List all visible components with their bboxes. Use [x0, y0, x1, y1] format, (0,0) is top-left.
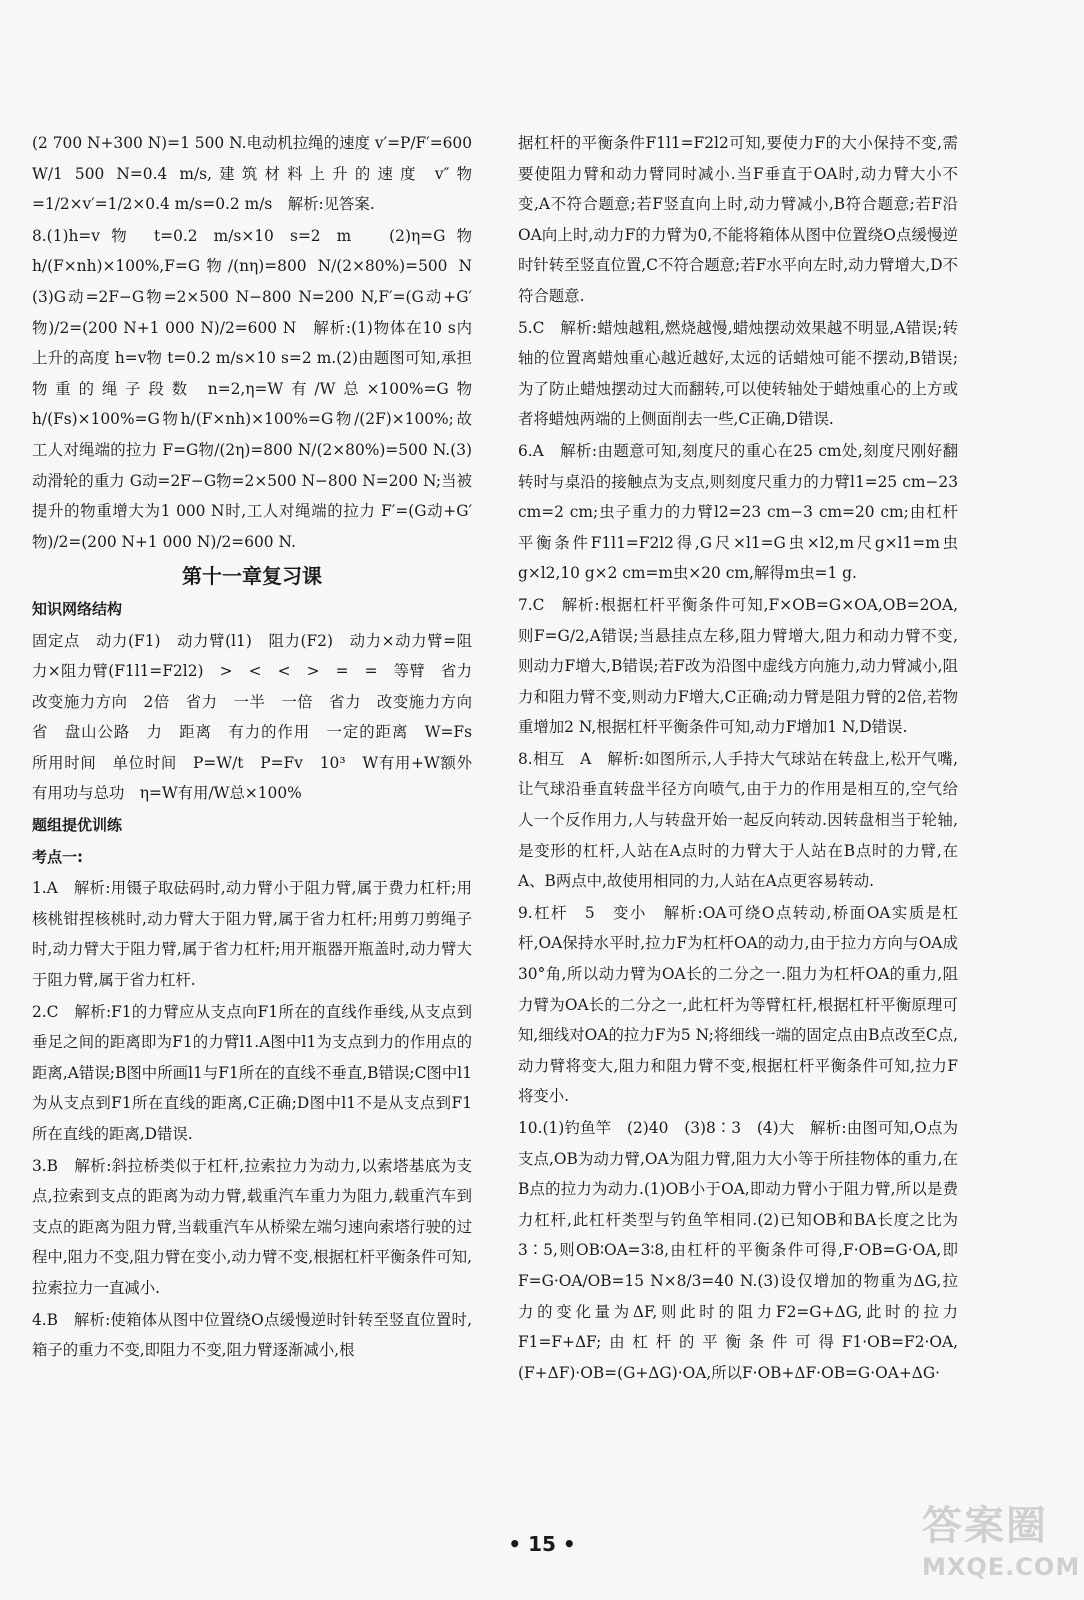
watermark-text: 答案圈 [922, 1503, 1048, 1549]
answer-paragraph: 1.A 解析:用镊子取砝码时,动力臂小于阻力臂,属于费力杠杆;用核桃钳捏核桃时,动力臂大于阻力臂,属于省力杠杆;用剪刀剪绳子时,动力臂大于阻力臂,属于省力杠杆;用开瓶器开瓶盖时,动力臂大于阻力臂,属于省力杠杆. [32, 879, 472, 990]
answer-paragraph: 9.杠杆 5 变小 解析:OA可绕O点转动,桥面OA实质是杠杆,OA保持水平时,拉力F为杠杆OA的动力,由于拉力方向与OA成30°角,所以动力臂为OA长的二分之一.阻力为杠杆OA的重力,阻力臂为OA长的二分之一,此杠杆为等臂杠杆,根据杠杆平衡原理可知,细线对OA的拉力F为5 N;将细线一端的固定点由B点改至C点,动力臂将变大,阻力和阻力臂不变,根据杠杆平衡条件可知,拉力F将变小. [518, 903, 958, 1106]
page-number: • 15 • [508, 1532, 576, 1556]
answer-paragraph: (2 700 N+300 N)=1 500 N.电动机拉绳的速度 v′=P/F′=600 W/1 500 N=0.4 m/s,建筑材料上升的速度 v″物=1/2×v′=1/2×0.4 m/s=0.2 m/s 解析:见答案. [32, 134, 472, 214]
answer-paragraph: 2.C 解析:F1的力臂应从支点向F1所在的直线作垂线,从支点到垂足之间的距离即为F1的力臂l1.A图中l1为支点到力的作用点的距离,A错误;B图中所画l1与F1所在的直线不垂直,B错误;C图中l1为从支点到F1所在直线的距离,C正确;D图中l1不是从支点到F1所在直线的距离,D错误. [32, 1002, 472, 1143]
left-column [32, 128, 488, 1367]
section-heading: 题组提优训练 [32, 816, 123, 835]
answer-paragraph: 4.B 解析:使箱体从图中位置绕O点缓慢逆时针转至竖直位置时,箱子的重力不变,即阻力不变,阻力臂逐渐减小,根 [32, 1310, 472, 1360]
watermark-url: MXQE.COM [922, 1553, 1081, 1581]
answer-paragraph: 7.C 解析:根据杠杆平衡条件可知,F×OB=G×OA,OB=2OA,则F=G/2,A错误;当悬挂点左移,阻力臂增大,阻力和动力臂不变,则动力F增大,B错误;若F改为沿图中虚线方向施力,动力臂减小,阻力和阻力臂不变,则动力F增大,C正确;动力臂是阻力臂的2倍,若物重增加2 N,根据杠杆平衡条件可知,动力F增加1 N,D错误. [518, 595, 958, 737]
answer-paragraph: 6.A 解析:由题意可知,刻度尺的重心在25 cm处,刻度尺刚好翻转时与桌沿的接触点为支点,则刻度尺重力的力臂l1=25 cm−23 cm=2 cm;虫子重力的力臂l2=23 cm−3 cm=20 cm;由杠杆平衡条件F1l1=F2l2得,G尺×l1=G虫×l2,m尺g×l1=m虫g×l2,10 g×2 cm=m虫×20 cm,解得m虫=1 g. [518, 441, 958, 583]
answer-paragraph: 5.C 解析:蜡烛越粗,燃烧越慢,蜡烛摆动效果越不明显,A错误;转轴的位置离蜡烛重心越近越好,太远的话蜡烛可能不摆动,B错误;为了防止蜡烛摆动过大而翻转,可以使转轴处于蜡烛重心的上方或者将蜡烛两端的上侧面削去一些,C正确,D错误. [518, 318, 958, 429]
section-heading: 考点一: [32, 847, 83, 866]
watermark-logo [922, 1502, 1081, 1594]
chapter-title: 第十一章复习课 [182, 564, 322, 589]
section-heading: 知识网络结构 [32, 599, 123, 618]
answer-paragraph: 据杠杆的平衡条件F1l1=F2l2可知,要使力F的大小保持不变,需要使阻力臂和动力臂同时减小.当F垂直于OA时,动力臂大小不变,A不符合题意;若F竖直向上时,动力臂减小,B符合题意;若F沿OA向上时,动力F的力臂为0,不能将箱体从图中位置绕O点缓慢逆时针转至竖直位置,C不符合题意;若F水平向左时,动力臂增大,D不符合题意. [518, 134, 958, 305]
answer-paragraph: 10.(1)钓鱼竿 (2)40 (3)8∶3 (4)大 解析:由图可知,O点为支点,OB为动力臂,OA为阻力臂,阻力大小等于所挂物体的重力,在B点的拉力为动力.(1)OB小于OA,即动力臂小于阻力臂,所以是费力杠杆,此杠杆类型与钓鱼竿相同.(2)已知OB和BA长度之比为3∶5,则OB∶OA=3∶8,由杠杆的平衡条件可得,F·OB=G·OA,即F=G·OA/OB=15 N×8/3=40 N.(3)设仅增加的物重为ΔG,拉力的变化量为ΔF,则此时的阻力F2=G+ΔG,此时的拉力F1=F+ΔF;由杠杆的平衡条件可得F1·OB=F2·OA,(F+ΔF)·OB=(G+ΔG)·OA,所以F·OB+ΔF·OB=G·OA+ΔG· [518, 1119, 958, 1382]
answer-paragraph: 3.B 解析:斜拉桥类似于杠杆,拉索拉力为动力,以索塔基底为支点,拉索到支点的距离为动力臂,载重汽车重力为阻力,载重汽车到支点的距离为阻力臂,当载重汽车从桥梁左端匀速向索塔行驶的过程中,阻力不变,阻力臂在变小,动力臂不变,根据杠杆平衡条件可知,拉索拉力一直减小. [32, 1156, 473, 1297]
answer-paragraph: 8.相互 A 解析:如图所示,人手持大气球站在转盘上,松开气嘴,让气球沿垂直转盘半径方向喷气,由于力的作用是相互的,空气给人一个反作用力,人与转盘开始一起反向转动.因转盘相当于轮轴,是变形的杠杆,人站在A点时的力臂大于人站在B点时的力臂,在A、B两点中,故使用相同的力,人站在A点更容易转动. [518, 749, 958, 891]
answer-paragraph: 固定点 动力(F1) 动力臂(l1) 阻力(F2) 动力×动力臂=阻力×阻力臂(F1l1=F2l2) > < < > = = 等臂 省力 改变施力方向 2倍 省力 一半 一倍 省力 改变施力方向 省 盘山公路 力 距离 有力的作用 一定的距离 W=Fs 所用时间 单位时间 P=W/t P=Fv 10³ W有用+W额外 有用功与总功 η=W有用/W总×100% [32, 631, 488, 803]
right-column [518, 128, 958, 1389]
answer-paragraph: 8.(1)h=v物 t=0.2 m/s×10 s=2 m (2)η=G物h/(F×nh)×100%,F=G物/(nη)=800 N/(2×80%)=500 N (3)G动=2F−G物=2×500 N−800 N=200 N,F′=(G动+G′物)/2=(200 N+1 000 N)/2=600 N 解析:(1)物体在10 s内上升的高度 h=v物 t=0.2 m/s×10 s=2 m.(2)由题图可知,承担物重的绳子段数 n=2,η=W有/W总×100%=G物h/(Fs)×100%=G物h/(F×nh)×100%=G物/(2F)×100%;故工人对绳端的拉力 F=G物/(2η)=800 N/(2×80%)=500 N.(3)动滑轮的重力 G动=2F−G物=2×500 N−800 N=200 N;当被提升的物重增大为1 000 N时,工人对绳端的拉力 F′=(G动+G′物)/2=(200 N+1 000 N)/2=600 N. [32, 226, 488, 551]
